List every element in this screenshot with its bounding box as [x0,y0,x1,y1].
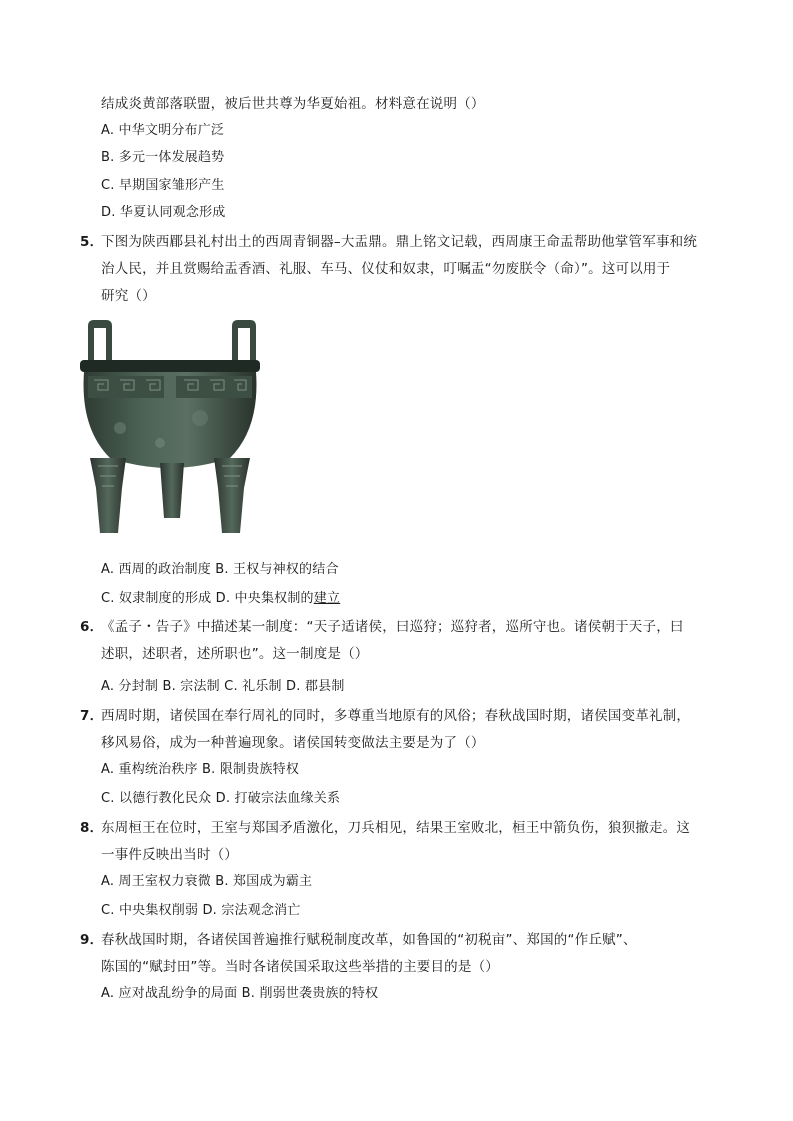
q9-stem-line1: 春秋战国时期，各诸侯国普遍推行赋税制度改革，如鲁国的“初税亩”、郑国的“作丘赋”、 [101,932,637,948]
q9-options-ab: A. 应对战乱纷争的局面 B. 削弱世袭贵族的特权 [101,986,379,1001]
q6-stem-line1: 《孟子・告子》中描述某一制度：“天子适诸侯，曰巡狩；巡狩者，巡所守也。诸侯朝于天子，曰 [101,619,684,635]
q5-options-cd [101,589,340,609]
q5-stem-line3: 研究（） [101,288,156,304]
q8-options-ab: A. 周王室权力衰微 B. 郑国成为霸主 [101,874,313,889]
q5-stem-line2: 治人民，并且赏赐给盂香酒、礼服、车马、仪仗和奴隶，叮嘱盂“勿废朕令（命）”。这可以用于 [101,261,671,277]
q7-number: 7． [80,708,104,724]
q7-options-cd: C. 以德行教化民众 D. 打破宗法血缘关系 [101,791,341,806]
q4-option-a: A. 中华文明分布广泛 [101,123,225,138]
q5-number: 5． [80,234,104,250]
q6-stem-line2: 述职，述职者，述所职也”。这一制度是（） [101,646,369,662]
q4-stem-continuation: 结成炎黄部落联盟，被后世共尊为华夏始祖。材料意在说明（） [101,96,485,112]
q7-stem-line2: 移风易俗，成为一种普遍现象。诸侯国转变做法主要是为了（） [101,735,485,751]
q5-options-cd-text: C. 奴隶制度的形成 D. 中央集权制的 [101,591,314,606]
q4-option-d: D. 华夏认同观念形成 [101,205,226,220]
q8-stem-line1: 东周桓王在位时，王室与郑国矛盾激化，刀兵相见，结果王室败北，桓王中箭负伤，狼狈撤走。这 [101,820,691,836]
q5-stem-line1: 下图为陕西郿县礼村出土的西周青铜器–大盂鼎。鼎上铭文记载，西周康王命盂帮助他掌管军事和统 [101,234,698,250]
q9-number: 9． [80,932,104,948]
q9-stem-line2: 陈国的“赋封田”等。当时各诸侯国采取这些举措的主要目的是（） [101,959,499,975]
q4-option-b: B. 多元一体发展趋势 [101,150,225,165]
q4-option-c: C. 早期国家雏形产生 [101,178,225,193]
q7-stem-line1: 西周时期，诸侯国在奉行周礼的同时，多尊重当地原有的风俗；春秋战国时期，诸侯国变革礼制， [101,708,691,724]
q6-options: A. 分封制 B. 宗法制 C. 礼乐制 D. 郡县制 [101,679,345,694]
bronze-ding-image [80,318,260,548]
q5-options-cd-underlined: 建立 [313,591,341,606]
q8-options-cd: C. 中央集权削弱 D. 宗法观念消亡 [101,903,301,918]
q8-stem-line2: 一事件反映出当时（） [101,847,238,863]
q5-options-ab: A. 西周的政治制度 B. 王权与神权的结合 [101,562,339,577]
q8-number: 8． [80,820,104,836]
q7-options-ab: A. 重构统治秩序 B. 限制贵族特权 [101,762,300,777]
q6-number: 6． [80,619,104,635]
